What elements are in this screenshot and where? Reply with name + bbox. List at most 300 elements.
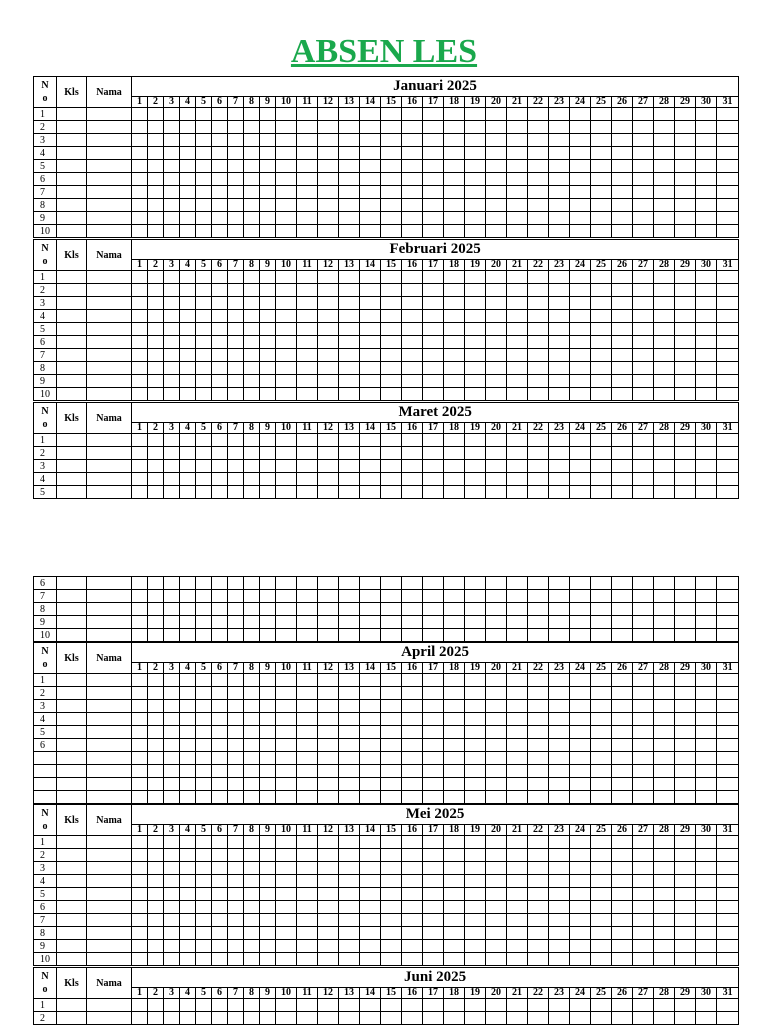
table-row xyxy=(34,349,739,362)
day-number: 19 xyxy=(465,260,486,271)
day-number: 23 xyxy=(549,988,570,999)
day-number: 19 xyxy=(465,97,486,108)
attendance-cell xyxy=(507,121,528,134)
attendance-cell xyxy=(696,199,717,212)
kelas-cell xyxy=(57,388,87,401)
attendance-cell xyxy=(507,375,528,388)
attendance-cell xyxy=(591,999,612,1012)
attendance-cell xyxy=(132,778,148,791)
attendance-cell xyxy=(132,1012,148,1025)
attendance-cell xyxy=(654,486,675,499)
attendance-cell xyxy=(570,778,591,791)
attendance-cell xyxy=(717,212,739,225)
attendance-cell xyxy=(318,940,339,953)
attendance-cell xyxy=(612,297,633,310)
attendance-cell xyxy=(423,147,444,160)
table-row xyxy=(34,940,739,953)
table-row xyxy=(34,1012,739,1025)
attendance-cell xyxy=(260,284,276,297)
attendance-cell xyxy=(318,310,339,323)
attendance-cell xyxy=(507,284,528,297)
attendance-cell xyxy=(507,674,528,687)
table-row xyxy=(34,284,739,297)
attendance-cell xyxy=(486,940,507,953)
attendance-cell xyxy=(212,875,228,888)
attendance-cell xyxy=(465,447,486,460)
attendance-cell xyxy=(570,310,591,323)
attendance-cell xyxy=(244,726,260,739)
attendance-cell xyxy=(402,147,423,160)
attendance-cell xyxy=(570,603,591,616)
day-number: 20 xyxy=(486,988,507,999)
attendance-cell xyxy=(381,726,402,739)
attendance-cell xyxy=(164,791,180,804)
attendance-cell xyxy=(180,953,196,966)
attendance-cell xyxy=(381,473,402,486)
attendance-cell xyxy=(696,953,717,966)
attendance-cell xyxy=(244,901,260,914)
attendance-cell xyxy=(423,323,444,336)
attendance-cell xyxy=(486,388,507,401)
attendance-cell xyxy=(260,927,276,940)
attendance-cell xyxy=(260,362,276,375)
nama-cell xyxy=(87,284,132,297)
day-number: 3 xyxy=(164,825,180,836)
attendance-cell xyxy=(228,726,244,739)
day-number: 8 xyxy=(244,988,260,999)
attendance-cell xyxy=(180,473,196,486)
attendance-cell xyxy=(297,914,318,927)
attendance-cell xyxy=(318,297,339,310)
attendance-cell xyxy=(591,375,612,388)
day-number: 6 xyxy=(212,423,228,434)
attendance-cell xyxy=(339,791,360,804)
attendance-cell xyxy=(381,862,402,875)
attendance-cell xyxy=(402,752,423,765)
attendance-cell xyxy=(132,726,148,739)
table-row xyxy=(34,713,739,726)
attendance-cell xyxy=(360,134,381,147)
attendance-cell xyxy=(507,590,528,603)
attendance-cell xyxy=(164,778,180,791)
row-number: 8 xyxy=(34,199,57,212)
attendance-cell xyxy=(717,121,739,134)
attendance-cell xyxy=(465,726,486,739)
day-number: 30 xyxy=(696,97,717,108)
attendance-cell xyxy=(360,212,381,225)
attendance-cell xyxy=(465,791,486,804)
table-row xyxy=(34,473,739,486)
attendance-cell xyxy=(402,212,423,225)
attendance-cell xyxy=(675,726,696,739)
attendance-cell xyxy=(318,199,339,212)
attendance-cell xyxy=(339,434,360,447)
attendance-cell xyxy=(212,199,228,212)
day-number: 9 xyxy=(260,825,276,836)
kelas-cell xyxy=(57,108,87,121)
day-number: 23 xyxy=(549,423,570,434)
attendance-cell xyxy=(612,186,633,199)
row-number: 7 xyxy=(34,186,57,199)
attendance-cell xyxy=(212,765,228,778)
attendance-cell xyxy=(528,173,549,186)
attendance-cell xyxy=(654,953,675,966)
attendance-cell xyxy=(318,836,339,849)
attendance-cell xyxy=(654,836,675,849)
attendance-cell xyxy=(675,577,696,590)
attendance-cell xyxy=(486,134,507,147)
attendance-cell xyxy=(196,108,212,121)
day-number: 9 xyxy=(260,260,276,271)
attendance-cell xyxy=(444,590,465,603)
attendance-cell xyxy=(507,108,528,121)
attendance-cell xyxy=(228,460,244,473)
attendance-cell xyxy=(675,186,696,199)
attendance-cell xyxy=(381,310,402,323)
attendance-cell xyxy=(633,160,654,173)
attendance-cell xyxy=(339,875,360,888)
attendance-cell xyxy=(675,713,696,726)
attendance-cell xyxy=(486,473,507,486)
attendance-cell xyxy=(297,349,318,362)
attendance-cell xyxy=(212,577,228,590)
attendance-cell xyxy=(570,271,591,284)
nama-cell xyxy=(87,212,132,225)
attendance-cell xyxy=(318,739,339,752)
attendance-cell xyxy=(318,862,339,875)
attendance-cell xyxy=(180,603,196,616)
attendance-cell xyxy=(276,849,297,862)
attendance-cell xyxy=(675,739,696,752)
table-row xyxy=(34,186,739,199)
day-number: 17 xyxy=(423,663,444,674)
attendance-cell xyxy=(402,700,423,713)
row-number: 5 xyxy=(34,486,57,499)
attendance-cell xyxy=(148,862,164,875)
attendance-cell xyxy=(402,375,423,388)
attendance-cell xyxy=(297,778,318,791)
table-row xyxy=(34,674,739,687)
day-number: 5 xyxy=(196,663,212,674)
attendance-cell xyxy=(486,862,507,875)
attendance-cell xyxy=(570,616,591,629)
attendance-cell xyxy=(591,862,612,875)
attendance-cell xyxy=(132,700,148,713)
attendance-cell xyxy=(507,160,528,173)
attendance-cell xyxy=(244,687,260,700)
attendance-cell xyxy=(148,739,164,752)
attendance-cell xyxy=(444,836,465,849)
attendance-cell xyxy=(570,849,591,862)
attendance-cell xyxy=(318,888,339,901)
attendance-cell xyxy=(465,901,486,914)
attendance-cell xyxy=(244,225,260,238)
attendance-cell xyxy=(148,473,164,486)
attendance-cell xyxy=(528,616,549,629)
attendance-cell xyxy=(196,700,212,713)
attendance-cell xyxy=(423,212,444,225)
attendance-cell xyxy=(164,473,180,486)
attendance-cell xyxy=(696,134,717,147)
attendance-cell xyxy=(339,888,360,901)
attendance-cell xyxy=(696,473,717,486)
attendance-cell xyxy=(164,752,180,765)
table-row xyxy=(34,434,739,447)
attendance-cell xyxy=(228,212,244,225)
attendance-cell xyxy=(132,134,148,147)
attendance-cell xyxy=(339,862,360,875)
attendance-cell xyxy=(549,323,570,336)
attendance-cell xyxy=(528,752,549,765)
nama-cell xyxy=(87,791,132,804)
attendance-cell xyxy=(148,173,164,186)
attendance-cell xyxy=(228,687,244,700)
attendance-cell xyxy=(228,199,244,212)
attendance-cell xyxy=(612,1012,633,1025)
attendance-cell xyxy=(339,173,360,186)
attendance-cell xyxy=(612,323,633,336)
attendance-cell xyxy=(717,999,739,1012)
attendance-cell xyxy=(196,765,212,778)
attendance-cell xyxy=(486,121,507,134)
attendance-cell xyxy=(654,739,675,752)
nama-cell xyxy=(87,1012,132,1025)
attendance-cell xyxy=(549,849,570,862)
attendance-cell xyxy=(675,134,696,147)
attendance-cell xyxy=(528,862,549,875)
attendance-cell xyxy=(260,336,276,349)
attendance-cell xyxy=(654,849,675,862)
attendance-cell xyxy=(423,590,444,603)
attendance-cell xyxy=(402,765,423,778)
kelas-cell xyxy=(57,888,87,901)
attendance-cell xyxy=(164,460,180,473)
nama-cell xyxy=(87,336,132,349)
row-number: 7 xyxy=(34,914,57,927)
day-number: 6 xyxy=(212,260,228,271)
attendance-cell xyxy=(654,160,675,173)
attendance-cell xyxy=(212,447,228,460)
attendance-cell xyxy=(444,888,465,901)
attendance-cell xyxy=(528,999,549,1012)
attendance-cell xyxy=(654,901,675,914)
attendance-cell xyxy=(717,199,739,212)
attendance-cell xyxy=(244,160,260,173)
day-number: 26 xyxy=(612,97,633,108)
attendance-cell xyxy=(339,849,360,862)
table-row xyxy=(34,778,739,791)
attendance-cell xyxy=(244,629,260,642)
day-number: 4 xyxy=(180,260,196,271)
attendance-cell xyxy=(591,603,612,616)
attendance-cell xyxy=(675,700,696,713)
attendance-cell xyxy=(164,739,180,752)
attendance-cell xyxy=(654,336,675,349)
attendance-cell xyxy=(402,577,423,590)
attendance-cell xyxy=(318,271,339,284)
day-number: 20 xyxy=(486,423,507,434)
attendance-cell xyxy=(381,603,402,616)
attendance-cell xyxy=(528,629,549,642)
attendance-cell xyxy=(465,121,486,134)
attendance-cell xyxy=(528,362,549,375)
attendance-cell xyxy=(228,225,244,238)
attendance-cell xyxy=(360,310,381,323)
attendance-cell xyxy=(260,108,276,121)
attendance-cell xyxy=(402,362,423,375)
attendance-cell xyxy=(612,629,633,642)
attendance-cell xyxy=(180,875,196,888)
day-number: 27 xyxy=(633,260,654,271)
attendance-cell xyxy=(180,836,196,849)
kelas-cell xyxy=(57,225,87,238)
day-number: 2 xyxy=(148,663,164,674)
day-number: 23 xyxy=(549,663,570,674)
attendance-cell xyxy=(276,199,297,212)
attendance-cell xyxy=(612,914,633,927)
attendance-cell xyxy=(148,362,164,375)
kelas-cell xyxy=(57,147,87,160)
table-row xyxy=(34,310,739,323)
day-number: 7 xyxy=(228,825,244,836)
attendance-cell xyxy=(675,603,696,616)
attendance-cell xyxy=(244,362,260,375)
attendance-cell xyxy=(228,121,244,134)
attendance-cell xyxy=(228,336,244,349)
attendance-cell xyxy=(180,616,196,629)
attendance-cell xyxy=(297,953,318,966)
attendance-cell xyxy=(591,284,612,297)
attendance-cell xyxy=(465,212,486,225)
day-number: 21 xyxy=(507,825,528,836)
day-number: 25 xyxy=(591,663,612,674)
row-number xyxy=(34,791,57,804)
attendance-cell xyxy=(148,791,164,804)
attendance-cell xyxy=(212,486,228,499)
attendance-cell xyxy=(528,765,549,778)
attendance-cell xyxy=(528,297,549,310)
nama-cell xyxy=(87,199,132,212)
attendance-cell xyxy=(212,323,228,336)
attendance-cell xyxy=(591,765,612,778)
attendance-cell xyxy=(196,953,212,966)
attendance-cell xyxy=(633,603,654,616)
attendance-cell xyxy=(570,927,591,940)
kelas-cell xyxy=(57,186,87,199)
attendance-cell xyxy=(570,590,591,603)
attendance-cell xyxy=(381,297,402,310)
day-number: 21 xyxy=(507,988,528,999)
attendance-cell xyxy=(402,687,423,700)
attendance-cell xyxy=(612,739,633,752)
attendance-cell xyxy=(423,875,444,888)
attendance-cell xyxy=(212,616,228,629)
table-row xyxy=(34,271,739,284)
attendance-cell xyxy=(486,927,507,940)
attendance-cell xyxy=(297,486,318,499)
attendance-cell xyxy=(612,375,633,388)
attendance-cell xyxy=(633,765,654,778)
attendance-cell xyxy=(148,629,164,642)
attendance-cell xyxy=(486,999,507,1012)
attendance-cell xyxy=(148,700,164,713)
table-row xyxy=(34,375,739,388)
table-row xyxy=(34,603,739,616)
attendance-cell xyxy=(381,713,402,726)
attendance-cell xyxy=(318,173,339,186)
day-number: 11 xyxy=(297,663,318,674)
attendance-cell xyxy=(132,953,148,966)
attendance-cell xyxy=(339,927,360,940)
attendance-cell xyxy=(244,284,260,297)
day-number: 12 xyxy=(318,825,339,836)
day-number: 2 xyxy=(148,97,164,108)
attendance-cell xyxy=(164,629,180,642)
attendance-cell xyxy=(360,121,381,134)
page-title: ABSEN LES xyxy=(290,33,478,70)
attendance-cell xyxy=(612,336,633,349)
attendance-cell xyxy=(633,349,654,362)
nama-cell xyxy=(87,752,132,765)
attendance-cell xyxy=(212,849,228,862)
attendance-cell xyxy=(276,447,297,460)
attendance-cell xyxy=(381,914,402,927)
day-number: 23 xyxy=(549,260,570,271)
attendance-cell xyxy=(381,173,402,186)
attendance-cell xyxy=(164,434,180,447)
attendance-cell xyxy=(180,739,196,752)
attendance-cell xyxy=(164,225,180,238)
kelas-cell xyxy=(57,940,87,953)
attendance-cell xyxy=(612,836,633,849)
attendance-cell xyxy=(132,147,148,160)
row-number: 8 xyxy=(34,927,57,940)
attendance-cell xyxy=(148,147,164,160)
attendance-cell xyxy=(717,726,739,739)
table-row xyxy=(34,888,739,901)
table-row xyxy=(34,297,739,310)
attendance-cell xyxy=(507,460,528,473)
kelas-cell xyxy=(57,173,87,186)
attendance-cell xyxy=(570,460,591,473)
attendance-cell xyxy=(528,310,549,323)
attendance-cell xyxy=(402,160,423,173)
attendance-cell xyxy=(654,778,675,791)
attendance-cell xyxy=(148,778,164,791)
attendance-cell xyxy=(696,121,717,134)
attendance-cell xyxy=(228,160,244,173)
attendance-cell xyxy=(444,778,465,791)
attendance-cell xyxy=(180,375,196,388)
attendance-cell xyxy=(360,765,381,778)
attendance-cell xyxy=(570,297,591,310)
attendance-table xyxy=(33,967,739,1025)
day-number: 1 xyxy=(132,97,148,108)
attendance-cell xyxy=(212,460,228,473)
attendance-cell xyxy=(570,199,591,212)
attendance-cell xyxy=(228,271,244,284)
attendance-cell xyxy=(196,862,212,875)
attendance-cell xyxy=(148,752,164,765)
attendance-cell xyxy=(260,173,276,186)
attendance-cell xyxy=(276,590,297,603)
attendance-cell xyxy=(507,447,528,460)
attendance-cell xyxy=(465,375,486,388)
attendance-cell xyxy=(132,914,148,927)
attendance-cell xyxy=(276,875,297,888)
day-number: 20 xyxy=(486,97,507,108)
attendance-cell xyxy=(528,160,549,173)
